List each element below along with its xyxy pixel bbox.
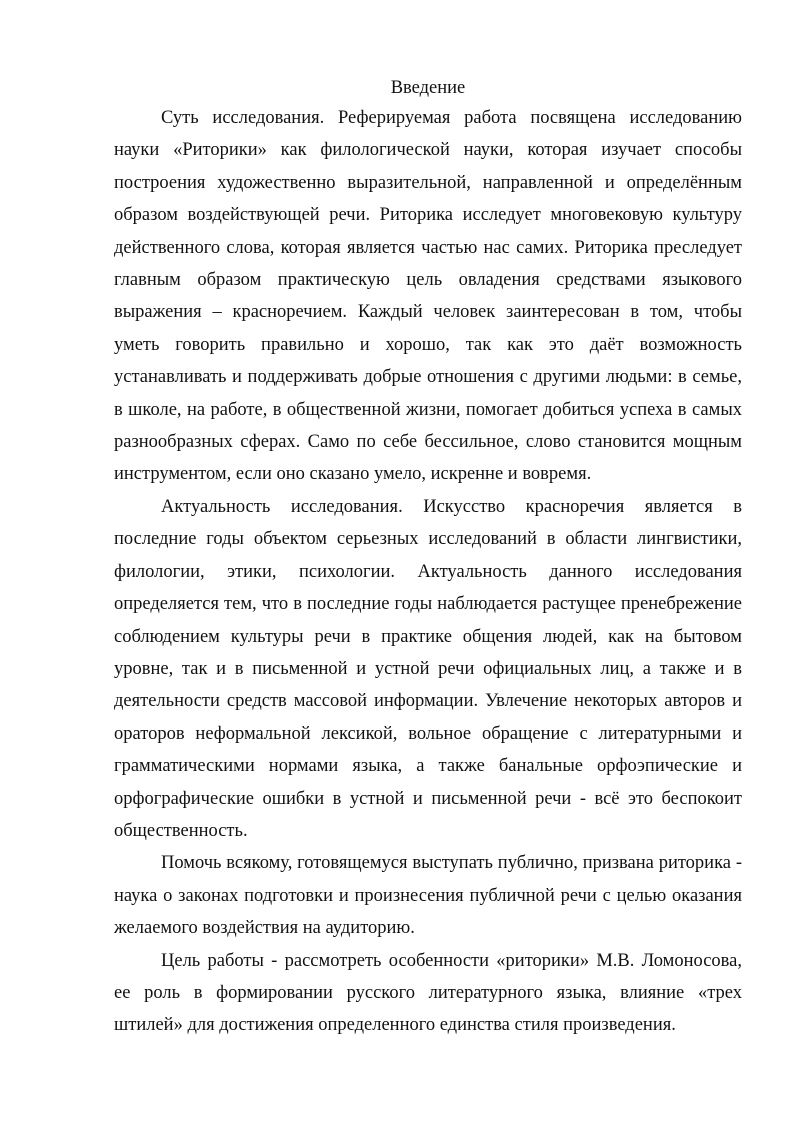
document-body bbox=[114, 74, 742, 1042]
paragraph-essence: Суть исследования. Реферируемая работа посвящена исследованию науки «Риторики» как филологической науки, которая изучает способы построения художественно выразительной, направленной и определённым образом воздействующей речи. Риторика исследует многовековую культуру действенного слова, которая является частью нас самих. Риторика преследует главным образом практическую цель овладения средствами языкового выражения – красноречием. Каждый человек заинтересован в том, чтобы уметь говорить правильно и хорошо, так как это даёт возможность устанавливать и поддерживать добрые отношения с другими людьми: в семье, в школе, на работе, в общественной жизни, помогает добиться успеха в самых разнообразных сферах. Само по себе бессильное, слово становится мощным инструментом, если оно сказано умело, искренне и вовремя. bbox=[114, 108, 742, 485]
section-title: Введение bbox=[390, 78, 466, 98]
paragraph-rhetoric-purpose: Помочь всякому, готовящемуся выступать публично, призвана риторика - наука о законах подготовки и произнесения публичной речи с целью оказания желаемого воздействия на аудиторию. bbox=[114, 853, 742, 939]
paragraph-relevance: Актуальность исследования. Искусство красноречия является в последние годы объектом серьезных исследований в области лингвистики, филологии, этики, психологии. Актуальность данного исследования определяется тем, что в последние годы наблюдается растущее пренебрежение соблюдением культуры речи в практике общения людей, как на бытовом уровне, так и в письменной и устной речи официальных лиц, а также и в деятельности средств массовой информации. Увлечение некоторых авторов и ораторов неформальной лексикой, вольное обращение с литературными и грамматическими нормами языка, а также банальные орфоэпические и орфографические ошибки в устной и письменной речи - всё это беспокоит общественность. bbox=[114, 496, 742, 841]
paragraph-work-goal: Цель работы - рассмотреть особенности «риторики» М.В. Ломоносова, ее роль в формировании русского литературного языка, влияние «трех штилей» для достижения определенного единства стиля произведения. bbox=[114, 950, 742, 1036]
